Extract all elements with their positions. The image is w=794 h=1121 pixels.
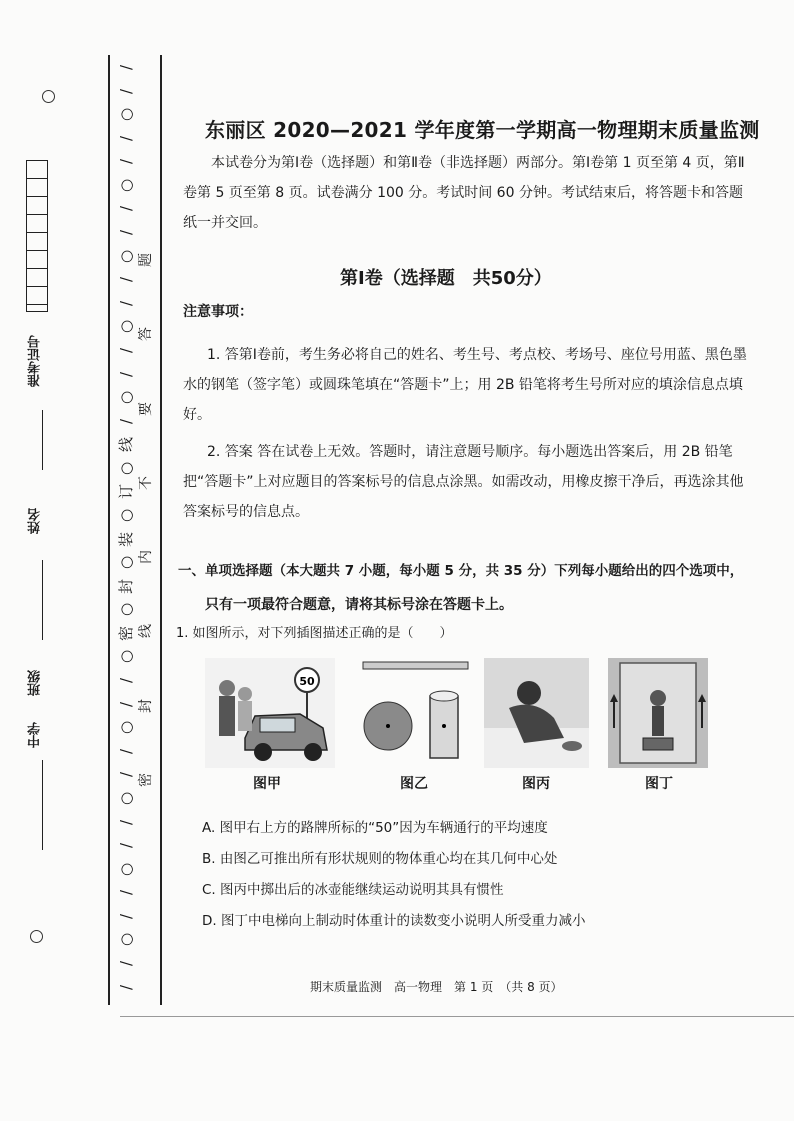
field-label-school: 中学 — [28, 722, 43, 748]
cut-char-1: 线 — [117, 437, 136, 453]
part-heading: 一、单项选择题（本大题共 7 小题，每小题 5 分，共 35 分）下列每小题给出的四个选项中， — [178, 563, 744, 579]
field-line-exam-number — [42, 410, 43, 470]
cut-line-marks: / / ○ / / ○ / / ○ / / ○ / / ○ / 线 ○ 订 ○ 装 ○ 封 ○ 密 ○ / / ○ / / ○ / / ○ / / ○ / / — [117, 64, 136, 990]
seal-line — [160, 55, 162, 1005]
field-line-name — [42, 560, 43, 640]
option-d: D. 图丁中电梯向上制动时体重计的读数变小说明人所受重力减小 — [202, 913, 586, 929]
option-a: A. 图甲右上方的路牌所标的“50”因为车辆通行的平均速度 — [202, 820, 548, 836]
seal-char: 内 — [138, 550, 154, 565]
sign-text: 50 — [299, 675, 315, 688]
field-line-school — [42, 760, 43, 850]
seal-char: 要 — [138, 401, 154, 416]
option-b: B. 由图乙可推出所有形状规则的物体重心均在其几何中心处 — [202, 851, 558, 867]
figure-bing — [484, 658, 604, 768]
notice-item-2: 2. 答案 答在试卷上无效。答题时，请注意题号顺序。每小题选出答案后，用 2B 铅笔把“答题卡”上对应题目的答案标号的信息点涂黑。如需改动，用橡皮擦干净后，再选涂其他答案标号的信息点。 — [183, 444, 744, 520]
figure-jia — [205, 658, 325, 768]
figure-caption-bing: 图丙 — [522, 776, 550, 792]
option-c: C. 图丙中掷出后的冰壶能继续运动说明其具有惯性 — [202, 882, 504, 898]
notice-item-1: 1. 答第Ⅰ卷前，考生务必将自己的姓名、考生号、考点校、考场号、座位号用蓝、黑色墨水的钢笔（签字笔）或圆珠笔填在“答题卡”上；用 2B 铅笔将考生号所对应的填涂信息点填好。 — [183, 347, 747, 423]
exam-number-boxes — [26, 160, 48, 312]
exam-title: 东丽区 2020—2021 学年度第一学期高一物理期末质量监测 — [205, 118, 760, 142]
page-footer: 期末质量监测 高一物理 第 1 页 （共 8 页） — [310, 980, 563, 994]
figure-caption-yi: 图乙 — [400, 776, 428, 792]
seal-char: 封 — [138, 698, 154, 713]
field-label-name: 姓名 — [28, 508, 43, 534]
seal-char: 密 — [138, 772, 154, 787]
cut-char-3: 装 — [117, 531, 136, 547]
figure-caption-jia: 图甲 — [253, 776, 281, 792]
cut-char-5: 密 — [117, 625, 136, 641]
seal-char: 不 — [138, 475, 154, 490]
notice-heading: 注意事项： — [183, 304, 253, 320]
figure-ding — [608, 658, 728, 768]
punch-hole-bottom — [30, 930, 43, 943]
cut-char-4: 封 — [117, 578, 136, 594]
seal-chars — [138, 250, 152, 790]
exam-intro: 本试卷分为第Ⅰ卷（选择题）和第Ⅱ卷（非选择题）两部分。第Ⅰ卷第 1 页至第 4 页，第Ⅱ卷第 5 页至第 8 页。试卷满分 100 分。考试时间 60 分钟。考试结束后，将答题卡和答题纸一并交回。 — [183, 155, 745, 231]
field-label-exam-number: 准考证号 — [28, 335, 43, 387]
page-bottom-edge — [120, 1016, 794, 1017]
seal-char: 题 — [138, 253, 154, 267]
figure-caption-ding: 图丁 — [645, 776, 673, 792]
part-subheading: 只有一项最符合题意，请将其标号涂在答题卡上。 — [205, 597, 513, 613]
seal-char: 线 — [138, 624, 154, 639]
question-1-stem: 1. 如图所示，对下列插图描述正确的是（ ） — [176, 626, 453, 641]
cut-char-2: 订 — [117, 484, 136, 500]
figure-yi — [358, 658, 478, 768]
seal-char: 答 — [138, 327, 154, 342]
field-label-class: 班级 — [28, 670, 43, 696]
section-title: 第Ⅰ卷（选择题 共50分） — [340, 268, 552, 289]
punch-hole-top — [42, 90, 55, 103]
